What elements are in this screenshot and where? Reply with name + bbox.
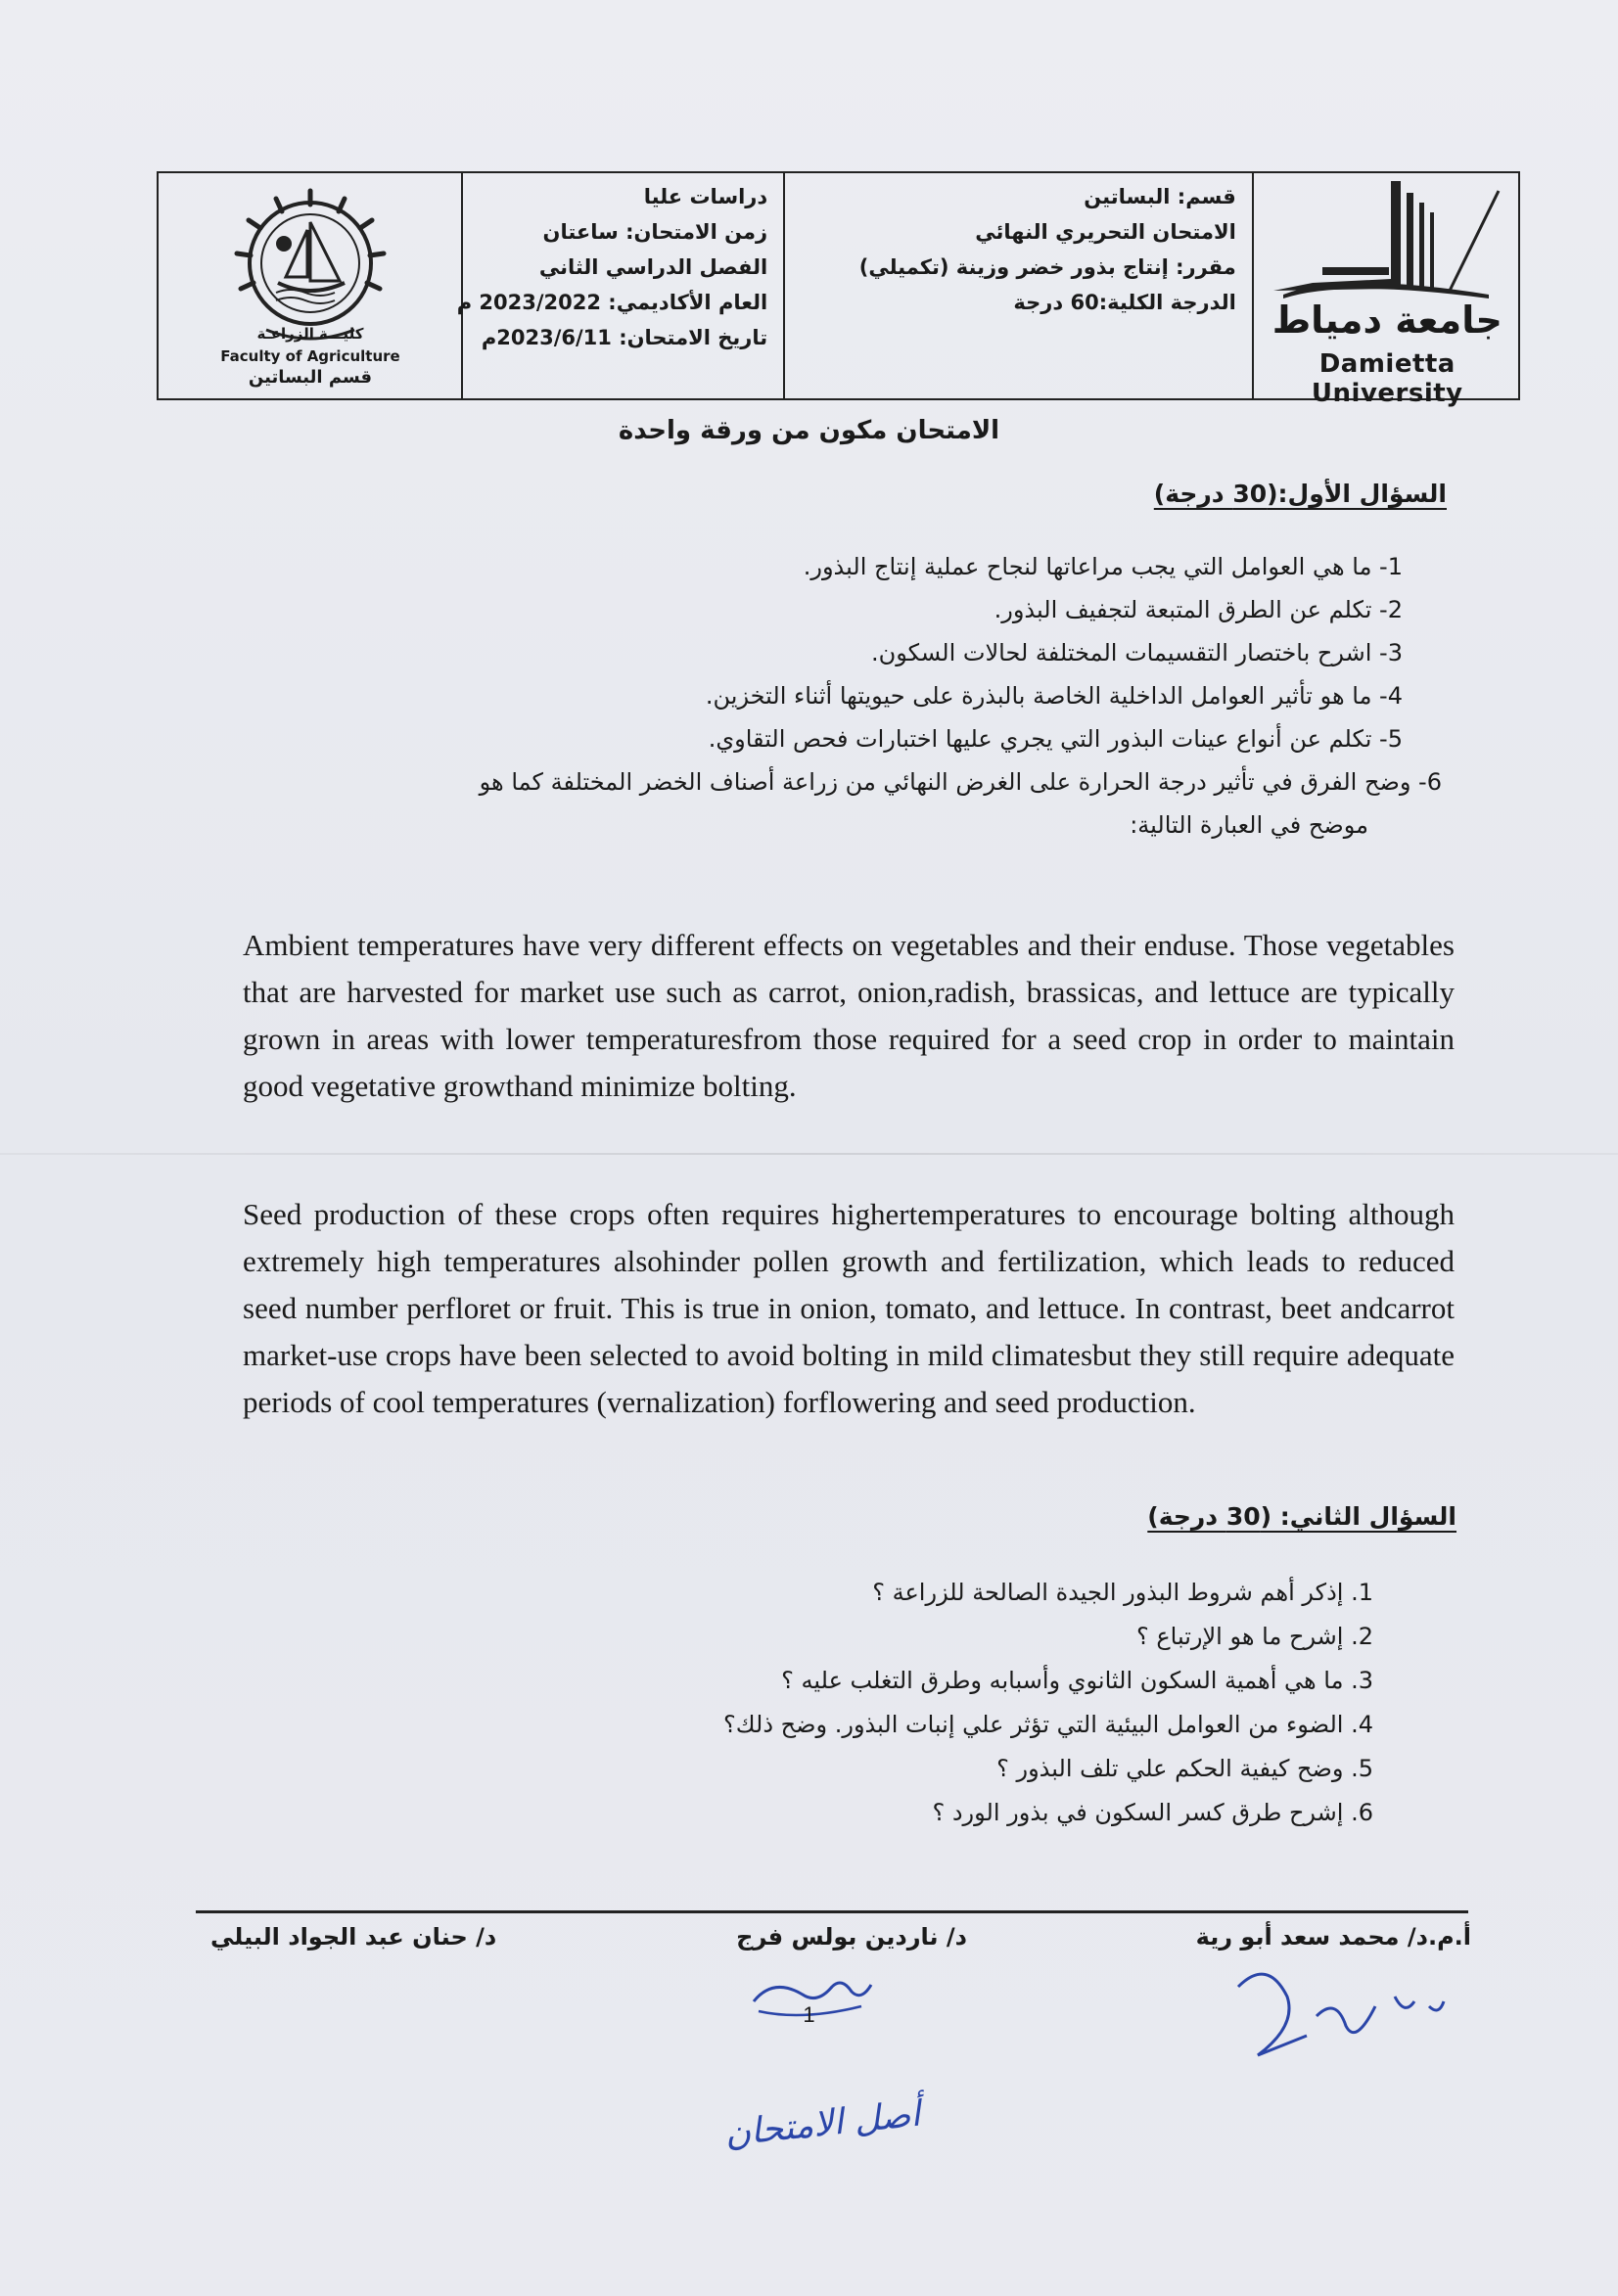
exam-type: الامتحان التحريري النهائي [975, 220, 1236, 244]
study-info-cell [456, 173, 783, 398]
university-english-name: Damietta University [1311, 349, 1463, 408]
faculty-logo-icon [208, 183, 413, 344]
faculty-arabic-name: كليـــة الزراعـة [256, 325, 364, 343]
question-1-item: 5- تكلم عن أنواع عينات البذور التي يجري عليها اختبارات فحص التقاوي. [708, 725, 1403, 753]
exam-subtitle: الامتحان مكون من ورقة واحدة [618, 416, 1000, 445]
university-cell [1252, 173, 1518, 408]
question-1-item: 4- ما هو تأثير العوامل الداخلية الخاصة بالبذرة على حيويتها أثناء التخزين. [705, 682, 1403, 710]
faculty-cell [159, 173, 461, 398]
passage-paragraph-1: Ambient temperatures have very different effects on vegetables and their enduse. Those vegetables that are harvested for market use such as carrot, onion,radish, brassicas, and lettuce are typically grown in areas with lower temperaturesfrom those required for a seed crop in order to maintain good vegetative growthand minimize bolting. [243, 928, 1455, 1103]
study-level: دراسات عليا [643, 185, 768, 208]
faculty-english-name: Faculty of Agriculture [220, 347, 400, 365]
question-1-item: 6- وضح الفرق في تأثير درجة الحرارة على الغرض النهائي من زراعة أصناف الخضر المختلفة كما هو [479, 768, 1442, 796]
semester: الفصل الدراسي الثاني [538, 255, 768, 279]
total-marks: الدرجة الكلية:60 درجة [1013, 291, 1236, 314]
question-1-item-continuation: موضح في العبارة التالية: [1130, 811, 1368, 839]
handwritten-note: أصل الامتحان [722, 2093, 923, 2155]
page-number: 1 [803, 2002, 815, 2027]
question-1-item: 2- تكلم عن الطرق المتبعة لتجفيف البذور. [994, 596, 1403, 623]
question-2-item: 2. إشرح ما هو الإرتباع ؟ [1135, 1623, 1373, 1650]
question-1-heading: السؤال الأول:(30 درجة) [1153, 480, 1447, 508]
question-2-item: 1. إذكر أهم شروط البذور الجيدة الصالحة للزراعة ؟ [872, 1579, 1373, 1606]
question-1-item: 3- اشرح باختصار التقسيمات المختلفة لحالات السكون. [870, 639, 1403, 666]
question-2-item: 6. إشرح طرق كسر السكون في بذور الورد ؟ [932, 1799, 1373, 1826]
signature-name-1: أ.م.د/ محمد سعد أبو رية [1195, 1923, 1471, 1951]
question-2-heading: السؤال الثاني: (30 درجة) [1147, 1502, 1456, 1531]
course-name: مقرر: إنتاج بذور خضر وزينة (تكميلي) [858, 255, 1236, 279]
paper-fold [0, 1153, 1618, 1155]
question-1-list [228, 545, 1442, 847]
university-arabic-name: جامعة دمياط [1271, 298, 1502, 342]
question-2-list [297, 1571, 1373, 1835]
question-2-item: 5. وضح كيفية الحكم علي تلف البذور ؟ [996, 1755, 1373, 1782]
signature-name-2: د/ ناردين بولس فرج [736, 1923, 967, 1951]
question-2-item: 3. ما هي أهمية السكون الثانوي وأسبابه وطرق التغلب عليه ؟ [781, 1667, 1373, 1694]
course-info-cell [783, 173, 1252, 398]
passage-paragraph-2: Seed production of these crops often requires highertemperatures to encourage bolting although extremely high temperatures alsohinder pollen growth and fertilization, which leads to reduced seed number perfloret or fruit. This is true in onion, tomato, and lettuce. In contrast, beet andcarrot market-use crops have been selected to avoid bolting in mild climatesbut they still require adequate periods of cool temperatures (vernalization) forflowering and seed production. [243, 1197, 1455, 1419]
faculty-department: قسم البساتين [248, 367, 373, 388]
exam-duration: زمن الامتحان: ساعتان [542, 220, 768, 244]
question-2-item: 4. الضوء من العوامل البيئية التي تؤثر علي إنبات البذور. وضح ذلك؟ [723, 1711, 1373, 1738]
academic-year: العام الأكاديمي: 2023/2022 م [456, 291, 768, 314]
exam-header-table [157, 171, 1520, 408]
department-name: قسم: البساتين [1084, 185, 1236, 208]
signature-line [196, 1910, 1468, 1913]
exam-date: تاريخ الامتحان: 2023/6/11م [481, 326, 768, 349]
signature-name-3: د/ حنان عبد الجواد البيلي [210, 1923, 497, 1951]
question-1-item: 1- ما هي العوامل التي يجب مراعاتها لنجاح عملية إنتاج البذور. [803, 553, 1403, 580]
